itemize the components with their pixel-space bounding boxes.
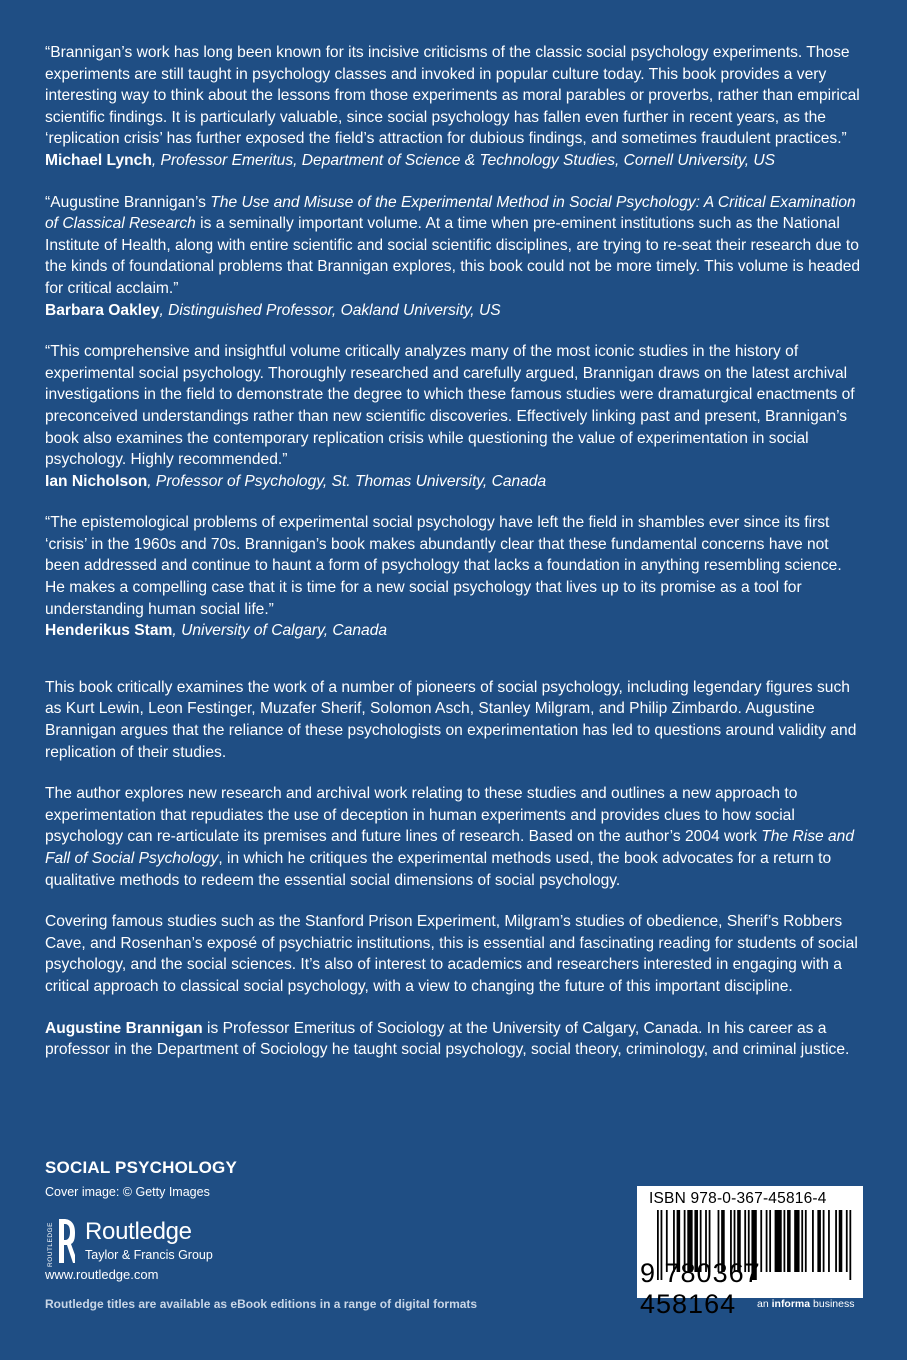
endorsement-text-part: is a seminally important volume. At a time when pre-eminent institutions such as the National Institute of Health, along with entire scientific and social scientific disciplines, are trying to re-seat their research due to the kinds of foundational problems that Brannigan explores, this book could not be more timely. This volume is headed for critical acclaim.” <box>45 215 861 297</box>
series-label: SOCIAL PSYCHOLOGY <box>45 1158 238 1177</box>
author-name: Augustine Brannigan <box>45 1019 203 1037</box>
author-bio <box>45 1018 863 1061</box>
endorser-name: Michael Lynch <box>45 151 152 169</box>
endorsement-nicholson <box>45 341 863 492</box>
endorsement-lynch <box>45 42 863 172</box>
description-paragraph-1: This book critically examines the work of a number of pioneers of social psychology, including legendary figures such as Kurt Lewin, Leon Festinger, Muzafer Sherif, Solomon Asch, Stanley Milgram, and Philip Zimbardo. Augustine Brannigan argues that the reliance of these psychologists on experimentation has led to questions around validity and replication of their studies. <box>45 678 857 761</box>
cover-credit: Cover image: © Getty Images <box>45 1185 210 1199</box>
endorser-affiliation: , University of Calgary, Canada <box>172 622 388 640</box>
publisher-name: Routledge <box>85 1218 192 1245</box>
endorsement-text: “The epistemological problems of experimental social psychology have left the field in shambles ever since its first ‘crisis’ in the 1960s and 70s. Brannigan’s book makes abundantly clear that these fundamental concerns have not been addressed and continue to haunt a form of psychology that lacks a foundation in anything resembling science. He makes a compelling case that it is time for a new social psychology that lives up to its promise as a tool for understanding human social life.” <box>45 514 842 618</box>
endorsement-attribution <box>45 150 863 172</box>
informa-tagline <box>757 1298 854 1310</box>
informa-brand: informa <box>771 1298 811 1310</box>
isbn-label: ISBN 978-0-367-45816-4 <box>649 1190 827 1207</box>
endorser-affiliation: , Professor of Psychology, St. Thomas University, Canada <box>147 472 547 490</box>
description-paragraph-2 <box>45 783 863 891</box>
book-title: The Rise and Fall of Social Psychology <box>45 828 855 867</box>
endorsement-oakley <box>45 192 863 322</box>
description-text-part: The author explores new research and archival work relating to these studies and outlines a new approach to experimentation that repudiates the use of deception in human experiments and provides clues to how social psychology can re-articulate its premises and future lines of research. Based on the author’s 2004 work <box>45 785 798 846</box>
description-text-part: , in which he critiques the experimental methods used, the book advocates for a return to qualitative methods to redeem the essential social dimensions of social psychology. <box>45 850 832 889</box>
endorsement-text <box>45 192 863 300</box>
publisher-group: Taylor & Francis Group <box>85 1248 213 1262</box>
endorser-affiliation: , Distinguished Professor, Oakland University, US <box>159 301 501 319</box>
endorsement-text: “Brannigan’s work has long been known for its incisive criticisms of the classic social psychology experiments. Those experiments are still taught in psychology classes and invoked in popular culture today. This book provides a very interesting way to think about the lessons from those experiments as moral parables or proverbs, rather than empirical scientific findings. It is particularly valuable, since social psychology has fallen even further in recent years, as the ‘replication crisis’ has further exposed the field’s attraction for dubious findings, and sometimes fraudulent practices.” <box>45 44 860 148</box>
routledge-vertical-wordmark: ROUTLEDGE <box>47 1222 54 1267</box>
endorser-name: Henderikus Stam <box>45 622 173 640</box>
book-title: The Use and Misuse of the Experimental Method in Social Psychology: A Critical Examination of Classical Research <box>45 193 856 233</box>
ebook-note: Routledge titles are available as eBook editions in a range of digital formats <box>45 1297 478 1311</box>
endorsement-text: “This comprehensive and insightful volume critically analyzes many of the most iconic studies in the history of experimental social psychology. Thoroughly researched and carefully argued, Brannigan draws on the latest archival investigations in the field to demonstrate the degree to which these famous studies were dramaturgical enactments of preconceived understandings rather than new scientific discoveries. Effectively linking past and present, Brannigan’s book also examines the contemporary replication crisis while questioning the value of experimentation in social psychology. Highly recommended.” <box>45 343 855 469</box>
back-cover-text <box>45 42 863 1081</box>
endorsement-attribution <box>45 620 863 642</box>
endorsement-stam <box>45 512 863 642</box>
endorser-name: Barbara Oakley <box>45 301 160 319</box>
author-bio-text: is Professor Emeritus of Sociology at the University of Calgary, Canada. In his career as a professor in the Department of Sociology he taught social psychology, social theory, criminology, and criminal justice. <box>45 1019 850 1059</box>
informa-prefix: an <box>757 1298 772 1310</box>
publisher-url[interactable]: www.routledge.com <box>45 1267 159 1282</box>
endorser-name: Ian Nicholson <box>45 472 148 490</box>
endorsement-attribution <box>45 471 863 493</box>
endorsement-attribution <box>45 300 863 322</box>
routledge-logo <box>45 1215 265 1267</box>
barcode-digits: 9 780367 458164 <box>640 1258 761 1319</box>
endorser-affiliation: , Professor Emeritus, Department of Science & Technology Studies, Cornell University, US <box>151 151 776 169</box>
endorsement-text-part: “Augustine Brannigan’s <box>45 193 211 211</box>
description-paragraph-3: Covering famous studies such as the Stanford Prison Experiment, Milgram’s studies of obedience, Sherif’s Robbers Cave, and Rosenhan’s exposé of psychiatric institutions, this is essential and fascinating reading for students of social psychology, and the social sciences. It’s also of interest to academics and researchers interested in engaging with a critical approach to classical social psychology, with a view to changing the future of this important discipline. <box>45 913 858 995</box>
informa-suffix: business <box>810 1298 855 1310</box>
